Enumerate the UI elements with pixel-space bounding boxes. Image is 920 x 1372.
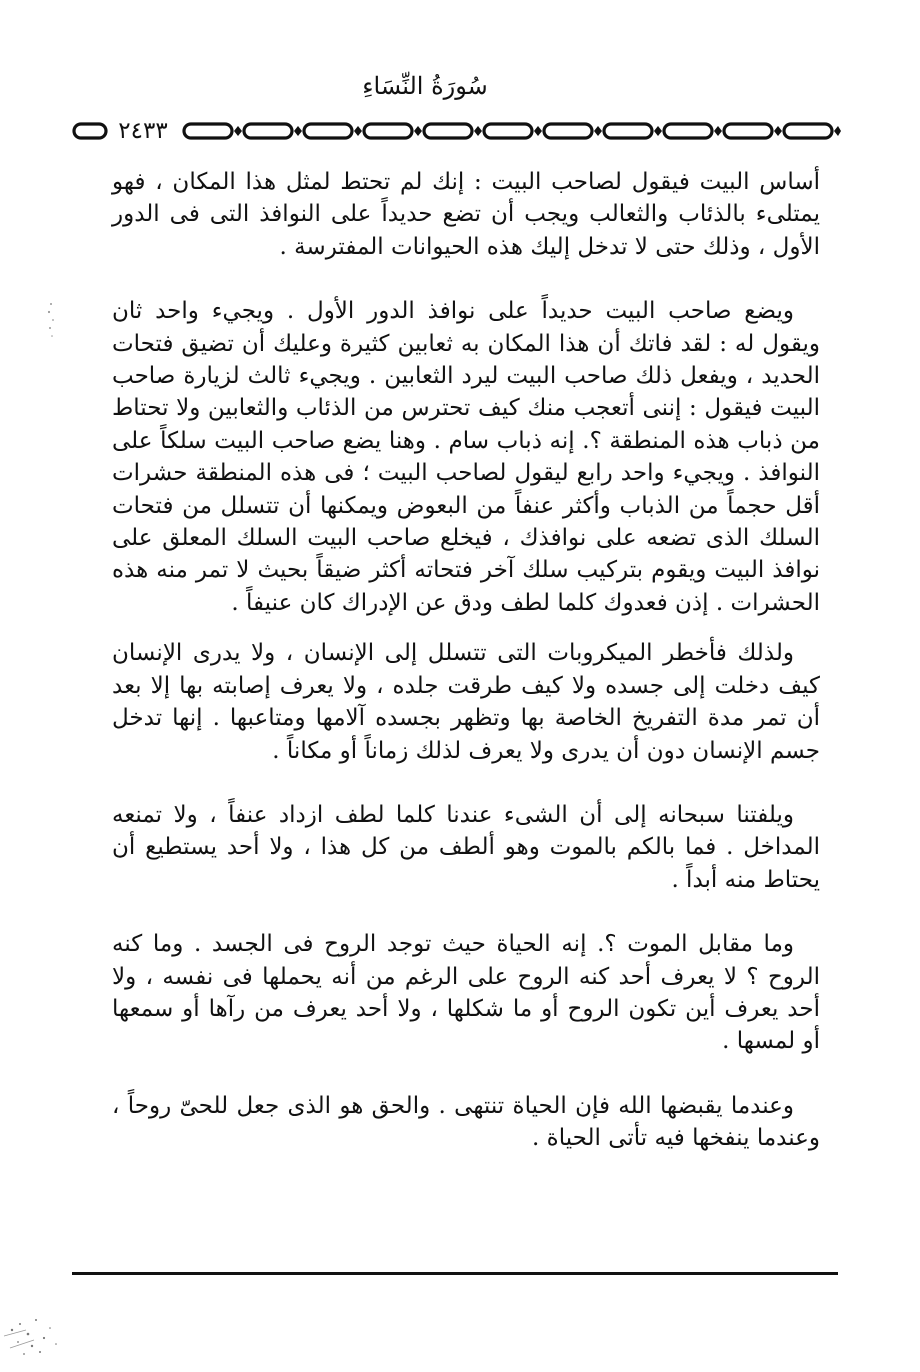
page-number: ٢٤٣٣ [118, 118, 168, 144]
paragraph-1: أساس البيت فيقول لصاحب البيت : إنك لم تحتط لمثل هذا المكان ، فهو يمتلىء بالذئاب والثعالب ويجب أن تضع حديداً على النوافذ التى فى الدور الأول ، وذلك حتى لا تدخل إليك هذه الحيوانات المفترسة . [112, 169, 821, 260]
scan-speckle-right-icon [40, 300, 62, 340]
paragraph-5: وما مقابل الموت ؟. إنه الحياة حيث توجد الروح فى الجسد . وما كنه الروح ؟ لا يعرف أحد كنه الروح على الرغم من أنه يحملها فى نفسه ، ولا أحد يعرف أين تكون الروح أو ما شكلها ، ولا أحد يعرف من رآها أو سمعها أو لمسها . [112, 931, 820, 1055]
surah-title: سُورَةُ النِّسَاءِ [362, 72, 488, 100]
paragraph-4: ويلفتنا سبحانه إلى أن الشىء عندنا كلما لطف ازداد عنفاً ، ولا تمنعه المداخل . فما بالكم بالموت وهو ألطف من كل هذا ، ولا أحد يستطيع أن يحتاط منه أبداً . [112, 801, 820, 893]
paragraph-3: ولذلك فأخطر الميكروبات التى تتسلل إلى الإنسان ، ولا يدرى الإنسان كيف دخلت إلى جسده ولا كيف طرقت جلده ، ولا يعرف إصابته بها إلا بعد أن تمر مدة التفريخ الخاصة بها وتظهر بجسده آلامها ومتاعبها . إنها تدخل جسم الإنسان دون أن يدرى ولا يعرف لذلك زماناً أو مكاناً . [112, 640, 820, 764]
paragraph-6: وعندما يقبضها الله فإن الحياة تنتهى . والحق هو الذى جعل للحىّ روحاً ، وعندما ينفخها فيه تأتى الحياة . [112, 1092, 820, 1152]
decorative-header-border [72, 117, 842, 145]
scan-speckle-left-icon [0, 1290, 70, 1372]
chain-ornament-left-icon [72, 117, 108, 145]
chain-ornament-icon [182, 117, 842, 145]
article-body [112, 166, 820, 1155]
bottom-rule [72, 1272, 838, 1275]
paragraph-2: ويضع صاحب البيت حديداً على نوافذ الدور الأول . ويجيء واحد ثان ويقول له : لقد فاتك أن هذا المكان به ثعابين كثيرة وعليك أن تضيق فتحات الحديد ، ويفعل ذلك صاحب البيت ليرد الثعابين . ويجيء ثالث لزيارة صاحب البيت فيقول : إننى أتعجب منك كيف تحترس من الذئاب والثعابين ولا تحتاط من ذباب هذه المنطقة ؟. إنه ذباب سام . وهنا يضع صاحب البيت سلكاً على النوافذ . ويجيء واحد رابع ليقول لصاحب البيت ؛ فى هذه المنطقة حشرات أقل حجماً من الذباب وأكثر عنفاً من البعوض ويمكنها أن تتسلل من فتحات السلك الذى تضعه على نوافذك ، فيخلع صاحب البيت السلك المعلق على نوافذ البيت ويقوم بتركيب سلك آخر فتحاته أكثر ضيقاً بحيث لا تمر منه هذه الحشرات . إذن فعدوك كلما لطف ودق عن الإدراك كان عنيفاً . [112, 298, 820, 616]
